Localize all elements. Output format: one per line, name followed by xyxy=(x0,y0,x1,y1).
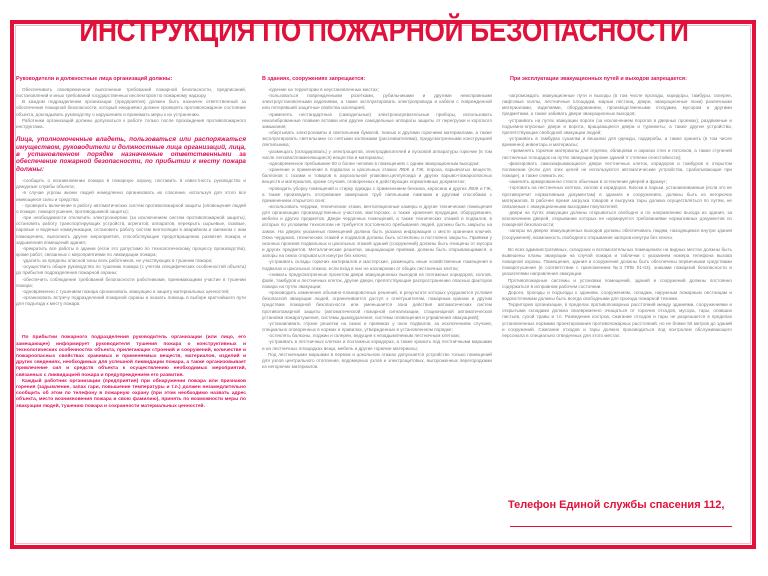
list-item: -проводить уборку помещений и стирку одежды с применением бензина, керосина и других ЛВЖ и ГЖ, а также производить отогревание замерзших труб паяльными лампами и другими способами с применением открытого огня; xyxy=(262,185,492,203)
list-item: -организовать встречу подразделений пожарной охраны и оказать помощь в выборе кратчайшего пути для подъезда к месту пожара. xyxy=(16,295,246,307)
column-middle xyxy=(262,76,492,370)
section-heading-managers: Руководители и должностные лица организаций должны: xyxy=(16,76,173,82)
column-left xyxy=(16,76,246,410)
list-item: -размещать (складировать) у электрощитов, электродвигателей и пусковой аппаратуры горючие (в том числе легковоспламеняющиеся) вещества и материалы; xyxy=(262,148,492,160)
list-item: -сообщить о возникновении пожара в пожарную охрану, поставить в известность руководство и дежурные службы объекта; xyxy=(16,178,246,190)
list-item: -заменять армированное стекло обычным в остеклении дверей и фрамуг; xyxy=(508,179,667,185)
phone-number-blank-line xyxy=(510,526,732,527)
list-item: -устраивать в тамбурах сушилки и вешалки для одежды, гардеробы, а также хранить (в том числе временно) инвентарь и материалы; xyxy=(502,136,732,148)
list-item: -загромождать эвакуационные пути и выходы (в том числе проходы, коридоры, тамбуры, галереи, лифтовые холлы, лестничные площадки, марши лестниц, двери, эвакуационные люки) различными материалами, изделиями, оборудованием, производственными отходами, мусором и другими предметами, а также забивать двери эвакуационных выходов; xyxy=(502,93,732,117)
list-item: -устанавливать глухие решетки на окнах и приямках у окон подвалов, за исключением случаев, специально оговоренных в нормах и правилах, утвержденных в установленном порядке; xyxy=(262,320,492,333)
paragraph: В каждом подразделении организации (предприятия) должен быть назначен ответственный за обеспечение пожарной безопасности, который ежедневно должен проверять противопожарное состояние объекта, докладывать руководству о нарушениях и принимать меры к их устранению. xyxy=(16,99,246,117)
list-item: -курение на территории в неустановленных местах; xyxy=(268,87,379,92)
list-item: -обертывать электролампы и светильники бумагой, тканью и другими горючими материалами, а также эксплуатировать светильники со снятыми колпаками (рассеивателями), предусмотренными конструкцией светильника; xyxy=(262,130,492,148)
list-item: -удалить за пределы опасной зоны всех работников, не участвующих в тушении пожара; xyxy=(22,258,213,264)
list-item: -пользоваться поврежденными розетками, рубильниками и другими неисправными электроустановочными изделиями, а также эксплуатировать электропровода и кабели с поврежденной или потерявшей защитные свойства изоляцией; xyxy=(262,93,492,111)
list-item: -устраивать на путях эвакуации пороги (за исключением порогов в дверных проемах), раздвижные и подъемно-опускные двери и ворота, вращающиеся двери и турникеты, а также другие устройства, препятствующие свободной эвакуации людей; xyxy=(502,117,732,135)
list-item: -устраивать в лестничных клетках и поэтажных коридорах, а также хранить под лестничными маршами и на лестничных площадках вещи, мебель и другие горючие материалы; xyxy=(262,339,492,351)
paragraph: Противопожарные системы и установки помещений, зданий и сооружений должны постоянно содержаться в исправном рабочем состоянии. xyxy=(502,277,732,289)
paragraph: Обеспечивать своевременное выполнение требований пожарной безопасности, предписаний, постановлений и иных требований государственных инспекторов по пожарному надзору. xyxy=(16,87,246,99)
paragraph: Дороги, проезды и подъезды к зданиям, сооружениям, складам, наружным пожарным лестницам и водоисточникам должны быть всегда свободными для проезда пожарной техники. xyxy=(502,289,732,301)
list-item: -осуществить общее руководство по тушению пожара (с учетом специфических особенностей объекта) до прибытия подразделения пожарной охраны; xyxy=(16,264,246,276)
red-paragraph-fire-brigade-arrival: По прибытии пожарного подразделения руководитель организации (или лицо, его замещающее) информирует руководителя тушения пожара о конструктивных и технологических особенностях объекта, прилегающих строений и сооружений, количестве и пожароопасных свойствах хранимых и применяемых веществ, материалов, изделий и других сведениях, необходимых для успешной ликвидации пожара, а также организовывает привлечение сил и средств объекта к осуществлению необходимых мероприятий, связанных с ликвидацией пожара и предупреждением его развития. xyxy=(16,335,246,378)
list-item: -обеспечить соблюдение требований безопасности работниками, принимающими участие в тушении пожара; xyxy=(16,276,246,288)
list-item: -остеклять балконы, лоджии и галереи, ведущие к незадымляемым лестничным клеткам; xyxy=(268,333,460,339)
section-heading-evacuation-prohibited: При эксплуатации эвакуационных путей и выходов запрещается: xyxy=(510,76,687,82)
list-item: -одновременно с тушением пожара организовать эвакуацию и защиту материальных ценностей; xyxy=(22,288,230,294)
section-heading-buildings-prohibited: В зданиях, сооружениях запрещается: xyxy=(262,76,366,82)
list-item: - проверить включение в работу автоматических систем противопожарной защиты (оповещения людей о пожаре, пожаротушения, противодымной защиты); xyxy=(16,202,246,214)
poster-title: ИНСТРУКЦИЯ ПО ПОЖАРНОЙ БЕЗОПАСНОСТИ xyxy=(79,14,689,48)
section-heading-on-fire-arrival: Лица, уполномоченные владеть, пользоваться или распоряжаться имуществом, руководители и должностные лица организаций, лица, в установленном порядке назначенные ответственными за обеспечение пожарной безопасности, по прибытии к месту пожара должны: xyxy=(16,136,246,173)
list-item: -при необходимости отключить электроэнергию (за исключением систем противопожарной защиты), остановить работу транспортирующих устройств, агрегатов, аппаратов, перекрыть сырьевые, газовые, паровые и водяные коммуникации, остановить работу систем вентиляции в аварийном и смежном с ним помещениях, выполнить другие мероприятия, способствующие предотвращению развития пожара и задымления помещений здания; xyxy=(16,215,246,245)
list-item: -снимать предусмотренные проектом двери эвакуационных выходов из поэтажных коридоров, холлов, фойе, тамбуров и лестничных клеток, другие двери, препятствующие распространению опасных факторов пожара на путях эвакуации; xyxy=(262,271,492,289)
red-paragraph-employee-duty: Каждый работник организации (предприятия) при обнаружении пожара или признаков горения (задымление, запах гари, повышение температуры и т.п.) должен незамедлительно сообщить об этом по телефону в пожарную охрану (при этом необходимо назвать адрес объекта, место возникновения пожара и свою фамилию), принять по возможности меры по эвакуации людей, тушению пожара и сохранности материальных ценностей. xyxy=(16,378,246,409)
list-item: -производить изменения объемно-планировочных решений, в результате которых ухудшаются условия безопасной эвакуации людей, ограничивается доступ к огнетушителям, пожарным кранам и другим средствам пожарной безопасности или уменьшается зона действия автоматических систем противопожарной защиты (автоматической пожарной сигнализации, стационарной автоматической установки пожаротушения, системы дымоудаления, системы оповещения и управления эвакуацией); xyxy=(262,290,492,320)
emergency-phone-label: Телефон Единой службы спасения 112, xyxy=(508,499,725,511)
list-item: -применять нестандартные (самодельные) электронагревательные приборы, использовать некалиброванные плавкие вставки или другие самодельные аппараты защиты от перегрузки и короткого замыкания; xyxy=(262,111,492,129)
list-item: -запоры на дверях эвакуационных выходов должны обеспечивать людям, находящимся внутри здания (сооружения), возможность свободного открывания запоров изнутри без ключа. xyxy=(502,228,732,240)
list-item: -двери на путях эвакуации должны открываться свободно и по направлению выхода из здания, за исключением дверей, открывание которых не нормируется требованиями нормативных документов по пожарной безопасности; xyxy=(502,209,732,228)
list-item: -использовать чердаки, технические этажи, вентиляционные камеры и другие технические помещения для организации производственных участков, мастерских, а также хранения продукции, оборудования, мебели и других предметов. Двери чердачных помещений, а также технических этажей и подвалов, в которых по условиям технологии не требуется постоянного пребывания людей, должны быть закрыты на замок. На дверях указанных помещений должна быть указана информация о месте хранения ключей. Окна чердаков, технических этажей и подвалов должны быть остеклены и постоянно закрыты. Приямки у оконных проемов подвальных и цокольных этажей зданий (сооружений) должны быть очищены от мусора и других предметов. Металлические решетки, защищающие приямки, должны быть открывающимися, а запоры на окнах открываться изнутри без ключа; xyxy=(262,203,492,259)
paragraph: Во всех административных, складских и вспомогательных помещениях на видных местах должны быть вывешены планы эвакуации на случай пожара и таблички с указанием номера телефона вызова пожарной охраны. Помещения, здания и сооружения должны быть обеспечены первичными средствами пожаротушения (в соответствии с приложением №3 ППБ 01-03), знаками пожарной безопасности и указателями направления эвакуации. xyxy=(502,246,732,277)
list-item: - применять горючие материалы для отделки, облицовки и окраски стен и потолков, а также ступеней лестничных площадок на путях эвакуации (кроме зданий V степени огнестойкости); xyxy=(502,148,732,160)
list-item: Под лестничными маршами в первом и цокольном этажах допускается устройство только помещений для узлов центрального отопления, водомерных узлов и электрощитовых, выгороженных перегородками из негорючих материалов. xyxy=(262,351,492,370)
list-item: -устраивать склады горючих материалов и мастерские, размещать иные хозяйственные помещения в подвалах и цокольных этажах, если вход в них не изолирован от общих лестничных клеток; xyxy=(262,259,492,271)
list-item: -фиксировать самозакрывающиеся двери лестничных клеток, коридоров и тамбуров в открытом положении (если для этих целей не используются автоматические устройства, срабатывающие при пожаре), а также снимать их; xyxy=(502,160,732,179)
paragraph: Территория организации, в пределах противопожарных расстояний между зданиями, сооружениями и открытыми складами должна своевременно очищаться от горючих отходов, мусора, тары, опавших листьев, сухой травы и т.п. Разведение костров, сжигание отходов и тары не разрешается в пределах установленных нормами проектирования противопожарных расстояний, но не ближе 50 метров до зданий и сооружений. Сжигание отходов и тары должно производиться под контролем обслуживающего персонала в специально отведенных для этого местах. xyxy=(502,302,732,338)
column-right xyxy=(502,76,732,339)
list-item: -хранение и применение в подвалах и цокольных этажах ЛВЖ и ГЖ, пороха, взрывчатых веществ, баллонов с газами и товаров в аэрозольной упаковке,целлулоида и других взрыво-пожароопасных веществ и материалов, кроме случаев, оговоренных в действующих нормативных документах; xyxy=(262,167,492,185)
list-item: -в случае угрозы жизни людей немедленно организовать их спасение, используя для этого все имеющиеся силы и средства; xyxy=(16,190,246,202)
list-item: -прекратить все работы в здании (если это допустимо по технологическому процессу производства), кроме работ, связанных с мероприятиями по ликвидации пожара; xyxy=(16,245,246,257)
list-item: -одновременное пребывание 50 и более человек в помещениях с одним эвакуационным выходом; xyxy=(268,160,480,166)
list-item: -торговать на лестничных клетках, холлах и коридорах. Киоски и ларьки, устанавливаемые (если это не противоречит нормативным документам) в зданиях и сооружениях, должны быть из негорючих материалов. В рабочее время загрузка товаров и выгрузка тары должна осуществляться по путям, не связанным с эвакуационными выходами покупателей; xyxy=(502,185,732,209)
paragraph: Работники организаций должны допускаться к работе только после прохождения противопожарного инструктажа. xyxy=(16,117,246,129)
